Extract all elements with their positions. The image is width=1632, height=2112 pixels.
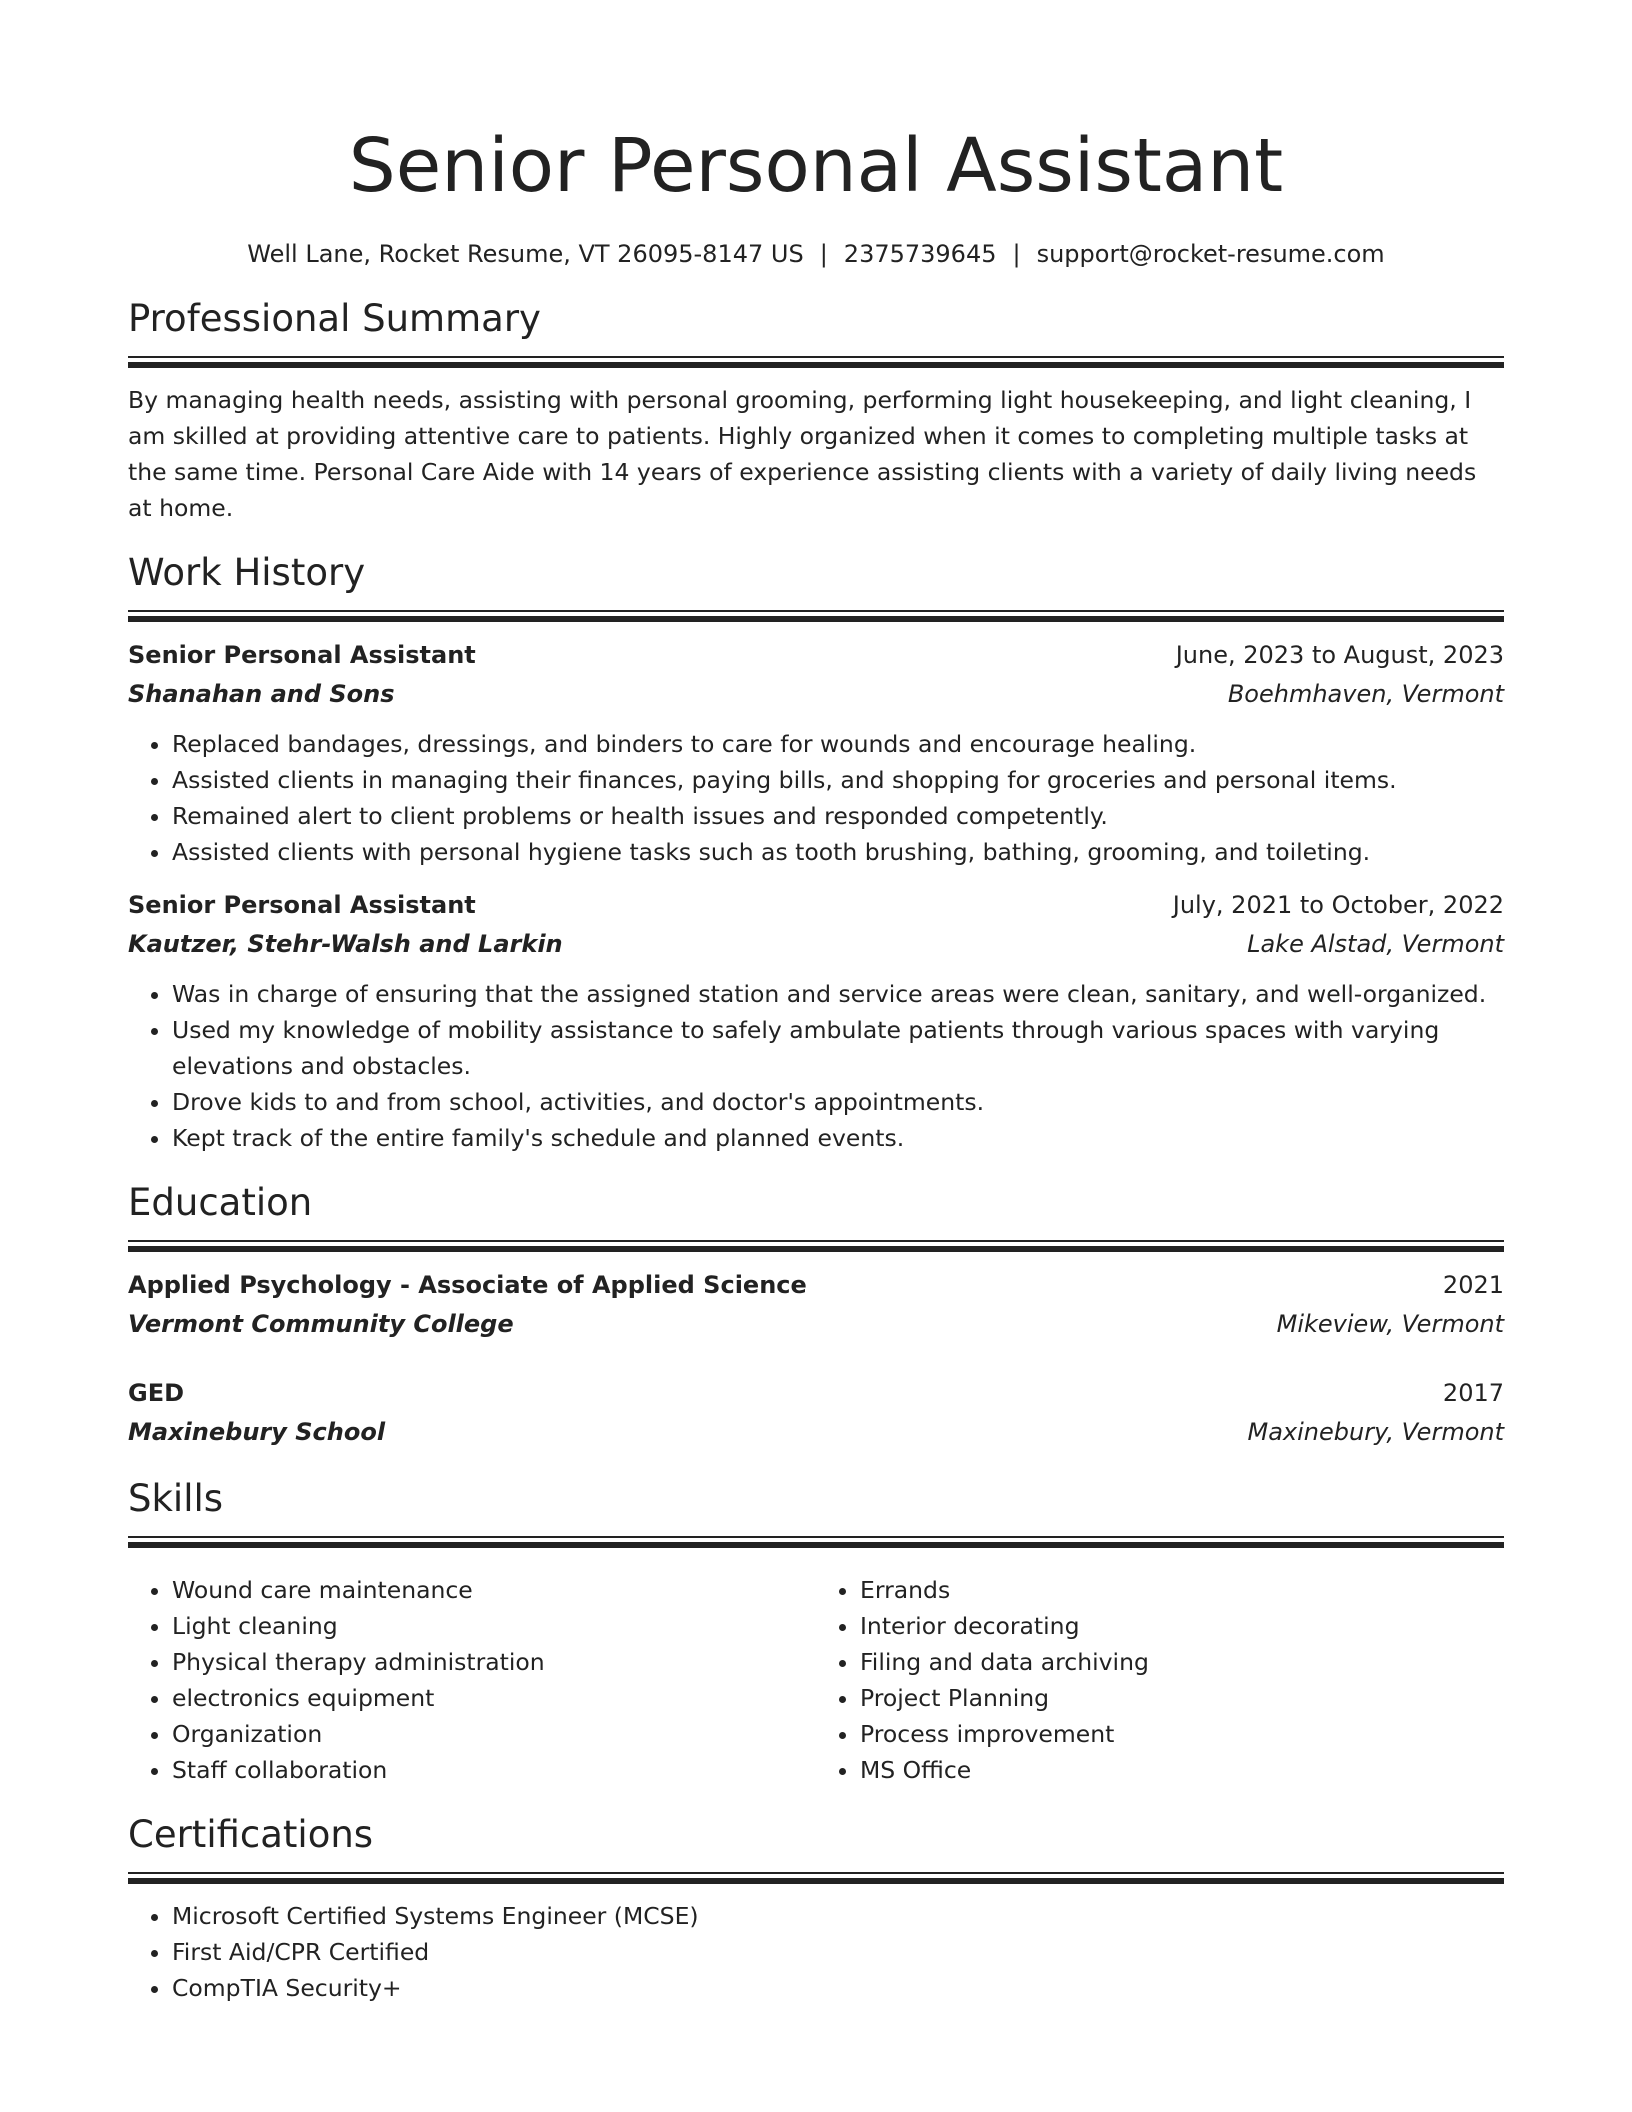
skills-section: [128, 1474, 1504, 1788]
education-school: Vermont Community College: [128, 1310, 514, 1338]
section-title-skills: Skills: [128, 1477, 224, 1520]
job-location: Lake Alstad, Vermont: [1247, 930, 1504, 958]
job-company: Kautzer, Stehr-Walsh and Larkin: [128, 930, 563, 958]
job-bullets: [128, 726, 1504, 870]
section-title-certifications: Certifications: [128, 1813, 374, 1856]
skills-list-right: [816, 1572, 1504, 1788]
candidate-name: Senior Personal Assistant: [348, 123, 1284, 209]
education-year: 2017: [1442, 1379, 1504, 1407]
job-bullet: • Drove kids to and from school, activities, and doctor's appointments.: [172, 1084, 1504, 1120]
skill-item: • Staff collaboration: [172, 1752, 816, 1788]
skill-item: • electronics equipment: [172, 1680, 816, 1716]
job-bullet: • Assisted clients with personal hygiene tasks such as tooth brushing, bathing, grooming, and toileting.: [172, 834, 1504, 870]
contact-email: support@rocket-resume.com: [1036, 240, 1385, 268]
education-degree: Applied Psychology - Associate of Applied Science: [128, 1271, 807, 1299]
contact-separator: |: [1012, 240, 1021, 268]
job-bullet: • Used my knowledge of mobility assistance to safely ambulate patients through various spaces with varying elevations and obstacles.: [172, 1012, 1504, 1084]
education-school: Maxinebury School: [128, 1418, 386, 1446]
section-divider: [128, 1240, 1504, 1252]
certifications-list: [128, 1898, 1504, 2006]
certification-item: • First Aid/CPR Certified: [172, 1934, 1504, 1970]
job-bullet: • Replaced bandages, dressings, and binders to care for wounds and encourage healing.: [172, 726, 1504, 762]
education-location: Mikeview, Vermont: [1276, 1310, 1504, 1338]
skill-item: • Physical therapy administration: [172, 1644, 816, 1680]
work-history-section: [128, 548, 1504, 1156]
skills-columns: [128, 1562, 1504, 1788]
section-title-summary: Professional Summary: [128, 297, 541, 340]
skill-item: • Errands: [860, 1572, 1504, 1608]
skill-item: • Filing and data archiving: [860, 1644, 1504, 1680]
job-bullets: [128, 976, 1504, 1156]
education-year: 2021: [1442, 1271, 1504, 1299]
contact-line: [128, 236, 1504, 272]
summary-section: [128, 294, 1504, 526]
skill-item: • MS Office: [860, 1752, 1504, 1788]
skills-list-left: [128, 1572, 816, 1788]
skill-item: • Light cleaning: [172, 1608, 816, 1644]
section-title-education: Education: [128, 1181, 313, 1224]
contact-address: Well Lane, Rocket Resume, VT 26095-8147 US: [247, 240, 804, 268]
education-degree: GED: [128, 1379, 185, 1407]
job-entry: [128, 886, 1504, 1156]
skill-item: • Organization: [172, 1716, 816, 1752]
contact-separator: |: [819, 240, 828, 268]
skill-item: • Project Planning: [860, 1680, 1504, 1716]
contact-phone: 2375739645: [843, 240, 997, 268]
skill-item: • Process improvement: [860, 1716, 1504, 1752]
section-divider: [128, 1536, 1504, 1548]
job-bullet: • Kept track of the entire family's schedule and planned events.: [172, 1120, 1504, 1156]
job-bullet: • Remained alert to client problems or health issues and responded competently.: [172, 798, 1504, 834]
job-dates: June, 2023 to August, 2023: [1175, 641, 1504, 669]
job-title: Senior Personal Assistant: [128, 891, 476, 919]
certification-item: • Microsoft Certified Systems Engineer (MCSE): [172, 1898, 1504, 1934]
job-dates: July, 2021 to October, 2022: [1172, 891, 1504, 919]
education-entry: [128, 1374, 1504, 1452]
job-entry: [128, 636, 1504, 870]
education-section: [128, 1178, 1504, 1452]
education-entry: [128, 1266, 1504, 1344]
job-company: Shanahan and Sons: [128, 680, 395, 708]
section-title-work-history: Work History: [128, 551, 366, 594]
job-bullet: • Assisted clients in managing their finances, paying bills, and shopping for groceries and personal items.: [172, 762, 1504, 798]
section-divider: [128, 610, 1504, 622]
job-location: Boehmhaven, Vermont: [1227, 680, 1504, 708]
education-location: Maxinebury, Vermont: [1247, 1418, 1504, 1446]
section-divider: [128, 1872, 1504, 1884]
skill-item: • Interior decorating: [860, 1608, 1504, 1644]
certifications-section: [128, 1810, 1504, 2006]
skill-item: • Wound care maintenance: [172, 1572, 816, 1608]
section-divider: [128, 356, 1504, 368]
job-bullet: • Was in charge of ensuring that the assigned station and service areas were clean, sanitary, and well-organized.: [172, 976, 1504, 1012]
job-title: Senior Personal Assistant: [128, 641, 476, 669]
certification-item: • CompTIA Security+: [172, 1970, 1504, 2006]
summary-text: By managing health needs, assisting with personal grooming, performing light housekeeping, and light cleaning, I am skilled at providing attentive care to patients. Highly organized when it comes to completing multiple tasks at the same time. Personal Care Aide with 14 years of experience assisting clients with a variety of daily living needs at home.: [128, 386, 1477, 522]
